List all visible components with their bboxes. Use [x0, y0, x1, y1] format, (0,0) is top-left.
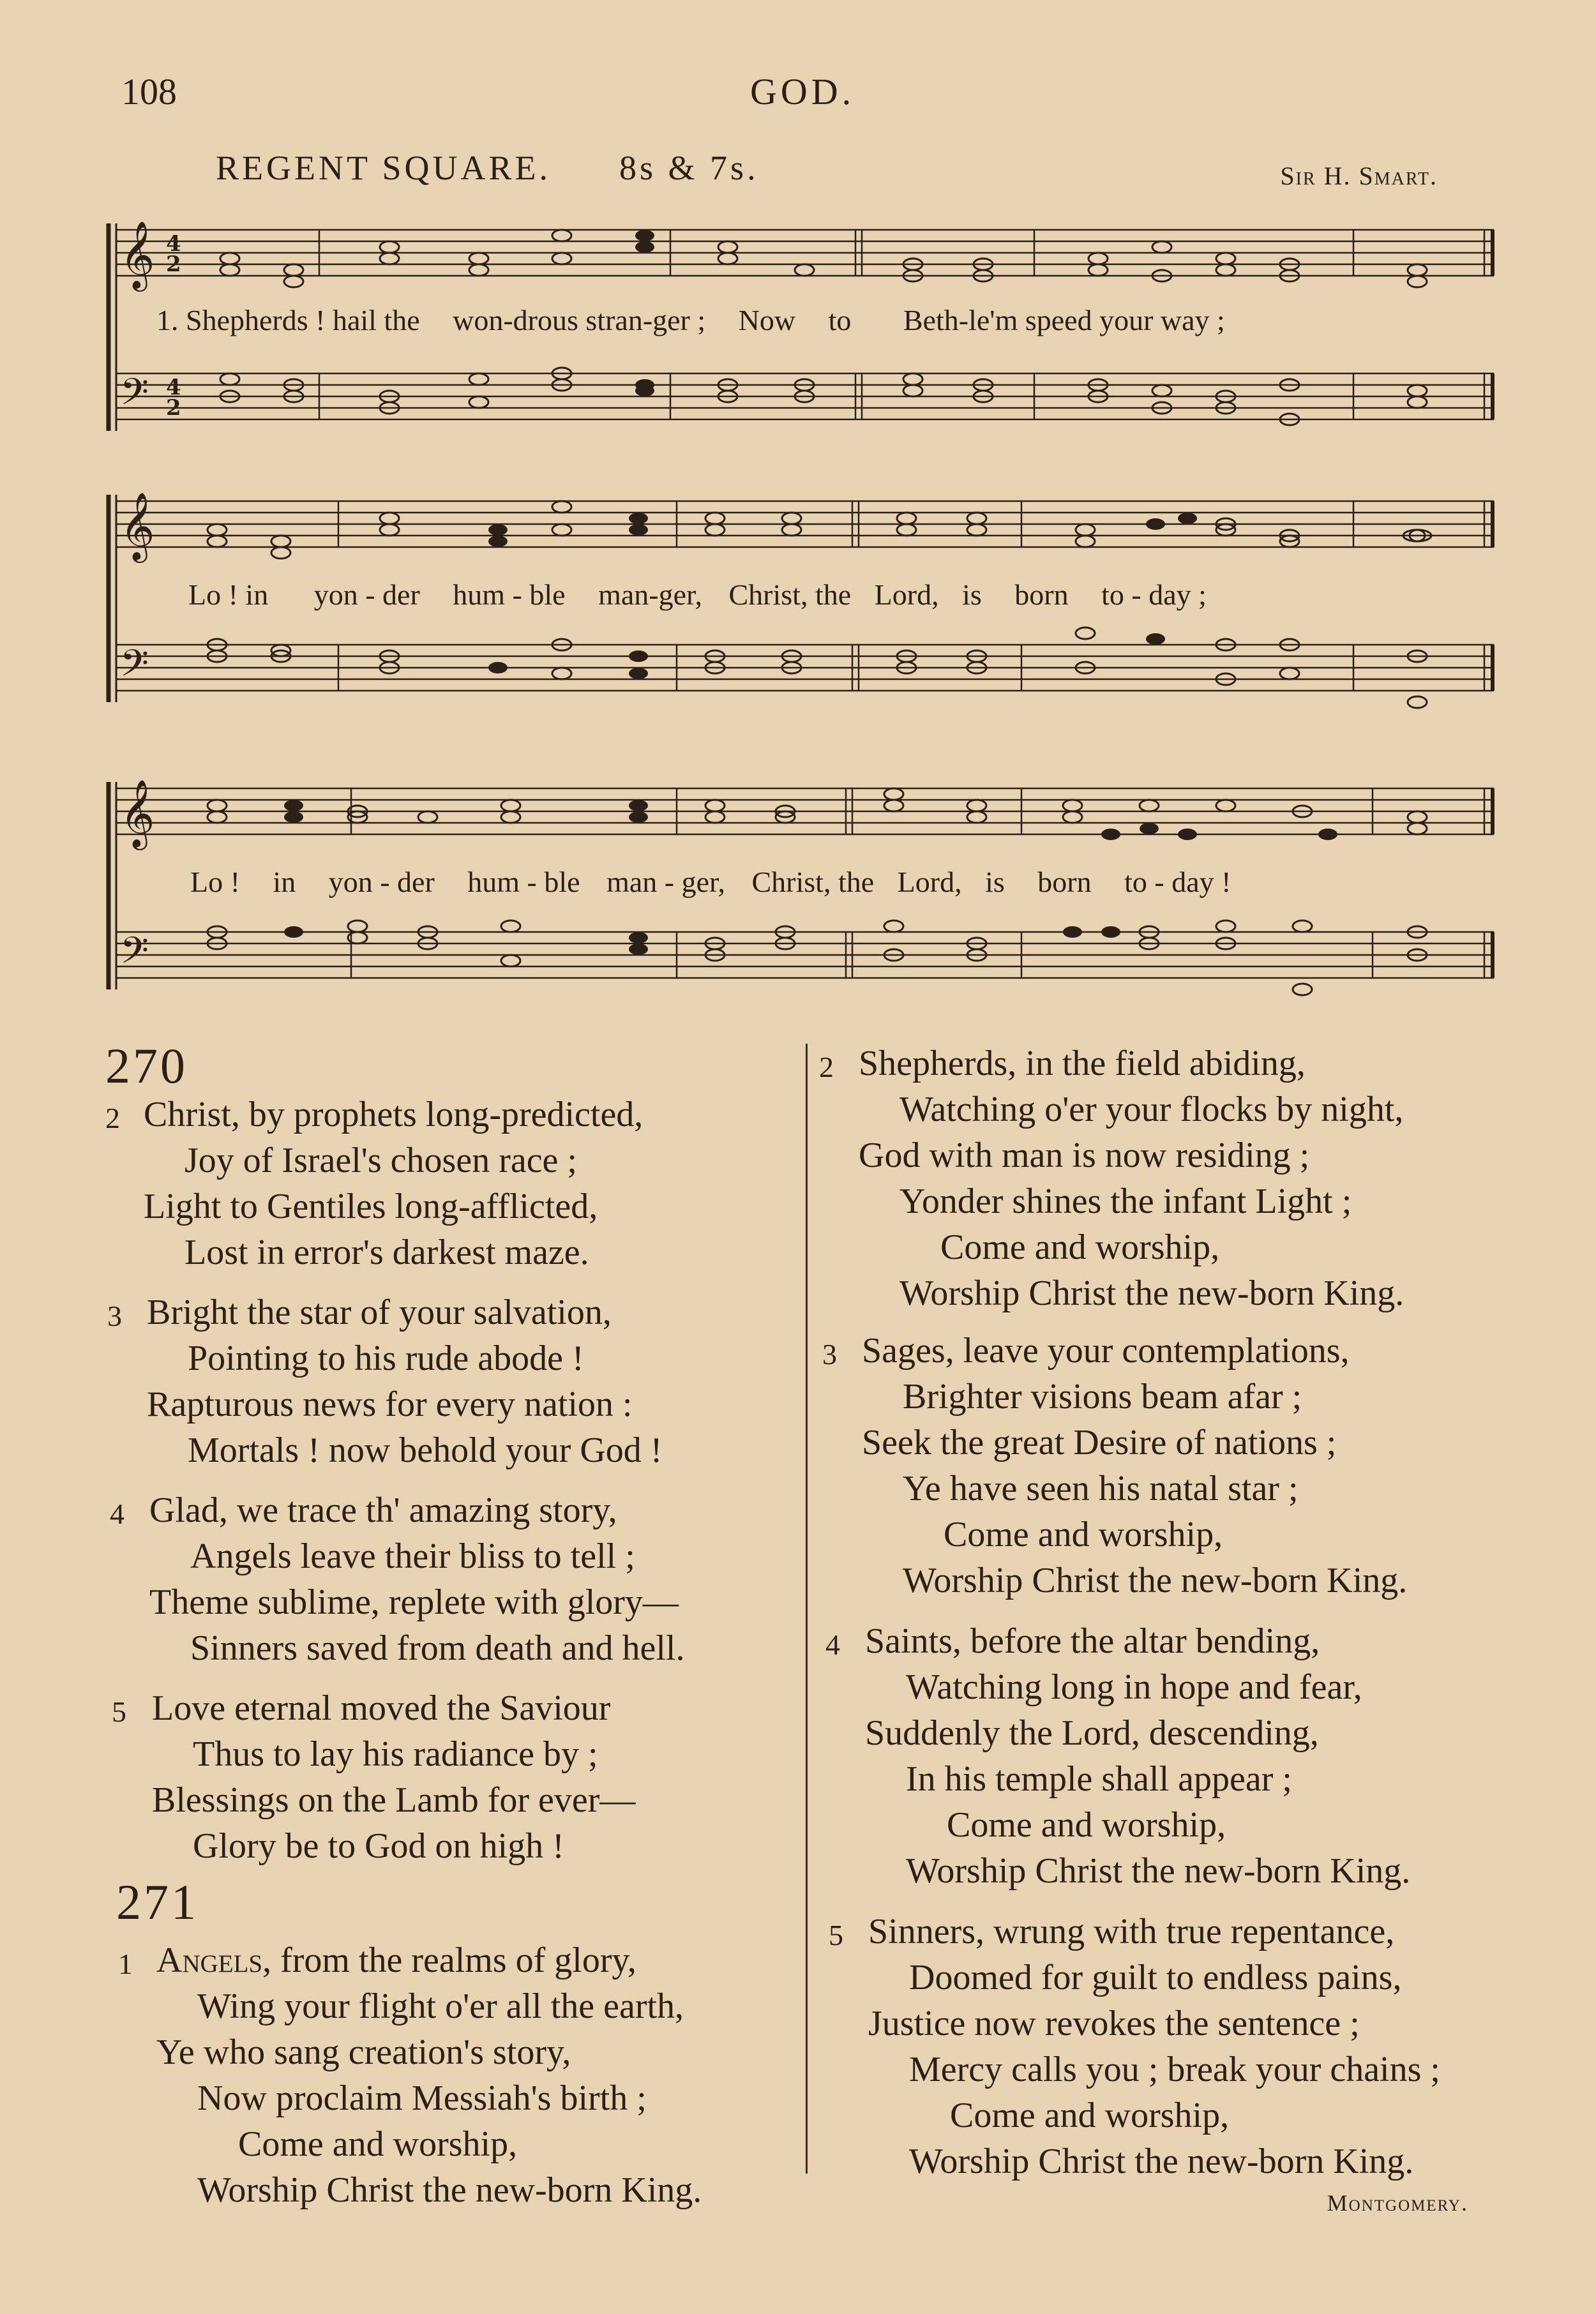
hymn-271-verse-1: Angels, from the realms of glory, Wing your flight o'er all the earth, Ye who sang creation's story, Now proclaim Messiah's birth ; Come and worship, Worship Christ the new-born King.: [156, 1941, 702, 2210]
lyric-line-3: Lo ! in yon - der hum - ble man - ger, Christ, the Lord, is born to - day !: [190, 866, 1231, 898]
verse-number: 1: [118, 1948, 133, 1980]
svg-text:𝄢: 𝄢: [120, 642, 149, 694]
tune-composer: Sir H. Smart.: [1280, 162, 1438, 190]
svg-text:2: 2: [166, 252, 181, 277]
running-header: GOD.: [750, 71, 855, 112]
verse-number: 2: [819, 1051, 834, 1083]
column-divider: [806, 1044, 808, 2174]
svg-text:𝄞: 𝄞: [120, 779, 155, 847]
page-number: 108: [121, 71, 177, 112]
verse-number: 4: [110, 1498, 124, 1530]
verse-number: 3: [822, 1338, 837, 1371]
verse-number: 5: [112, 1695, 126, 1728]
verse-number: 5: [829, 1919, 843, 1951]
verse-number: 2: [105, 1102, 120, 1134]
hymn-271-verse-5: Sinners, wrung with true repentance, Doomed for guilt to endless pains, Justice now revokes the sentence ; Mercy calls you ; break your chains ; Come and worship, Worship Christ the new-born King.: [868, 1912, 1440, 2181]
svg-text:2: 2: [166, 395, 181, 421]
lyric-line-2: Lo ! in yon - der hum - ble man-ger, Christ, the Lord, is born to - day ;: [188, 578, 1207, 611]
tune-name: REGENT SQUARE.: [216, 149, 552, 187]
hymn-271-verse-3: Sages, leave your contemplations, Brighter visions beam afar ; Seek the great Desire of nations ; Ye have seen his natal star ; Come and worship, Worship Christ the new-born King.: [862, 1331, 1408, 1600]
hymn-270-verse-4: Glad, we trace th' amazing story, Angels leave their bliss to tell ; Theme sublime, replete with glory— Sinners saved from death and hell.: [149, 1491, 685, 1668]
tune-meter: 8s & 7s.: [619, 149, 759, 187]
svg-text:𝄢: 𝄢: [120, 370, 149, 423]
lyric-line-1: 1. Shepherds ! hail the won-drous stran-ger ; Now to Beth-le'm speed your way ;: [156, 304, 1225, 336]
svg-text:𝄢: 𝄢: [120, 929, 149, 981]
tune-heading: [216, 148, 759, 188]
hymn-271-verse-4: Saints, before the altar bending, Watching long in hope and fear, Suddenly the Lord, descending, In his temple shall appear ; Come and worship, Worship Christ the new-born King.: [865, 1621, 1411, 1891]
hymn-270-verse-5: Love eternal moved the Saviour Thus to lay his radiance by ; Blessings on the Lamb for ever— Glory be to God on high !: [152, 1688, 636, 1866]
hymn-author: Montgomery.: [1327, 2190, 1468, 2216]
svg-text:𝄞: 𝄞: [120, 220, 155, 289]
svg-text:4: 4: [166, 231, 181, 257]
hymn-number-270: 270: [105, 1038, 188, 1093]
hymn-270-verse-3: Bright the star of your salvation, Pointing to his rude abode ! Rapturous news for every nation : Mortals ! now behold your God !: [147, 1293, 663, 1470]
svg-text:4: 4: [166, 375, 181, 400]
hymn-271-verse-2: Shepherds, in the field abiding, Watching o'er your flocks by night, God with man is now residing ; Yonder shines the infant Light ; Come and worship, Worship Christ the new-born King.: [859, 1044, 1404, 1313]
hymn-270-verse-2: Christ, by prophets long-predicted, Joy of Israel's chosen race ; Light to Gentiles long-afflicted, Lost in error's darkest maze.: [144, 1095, 644, 1272]
verse-number: 3: [107, 1300, 122, 1332]
svg-text:𝄞: 𝄞: [120, 492, 155, 560]
hymn-number-271: 271: [116, 1874, 199, 1930]
verse-number: 4: [825, 1628, 840, 1661]
